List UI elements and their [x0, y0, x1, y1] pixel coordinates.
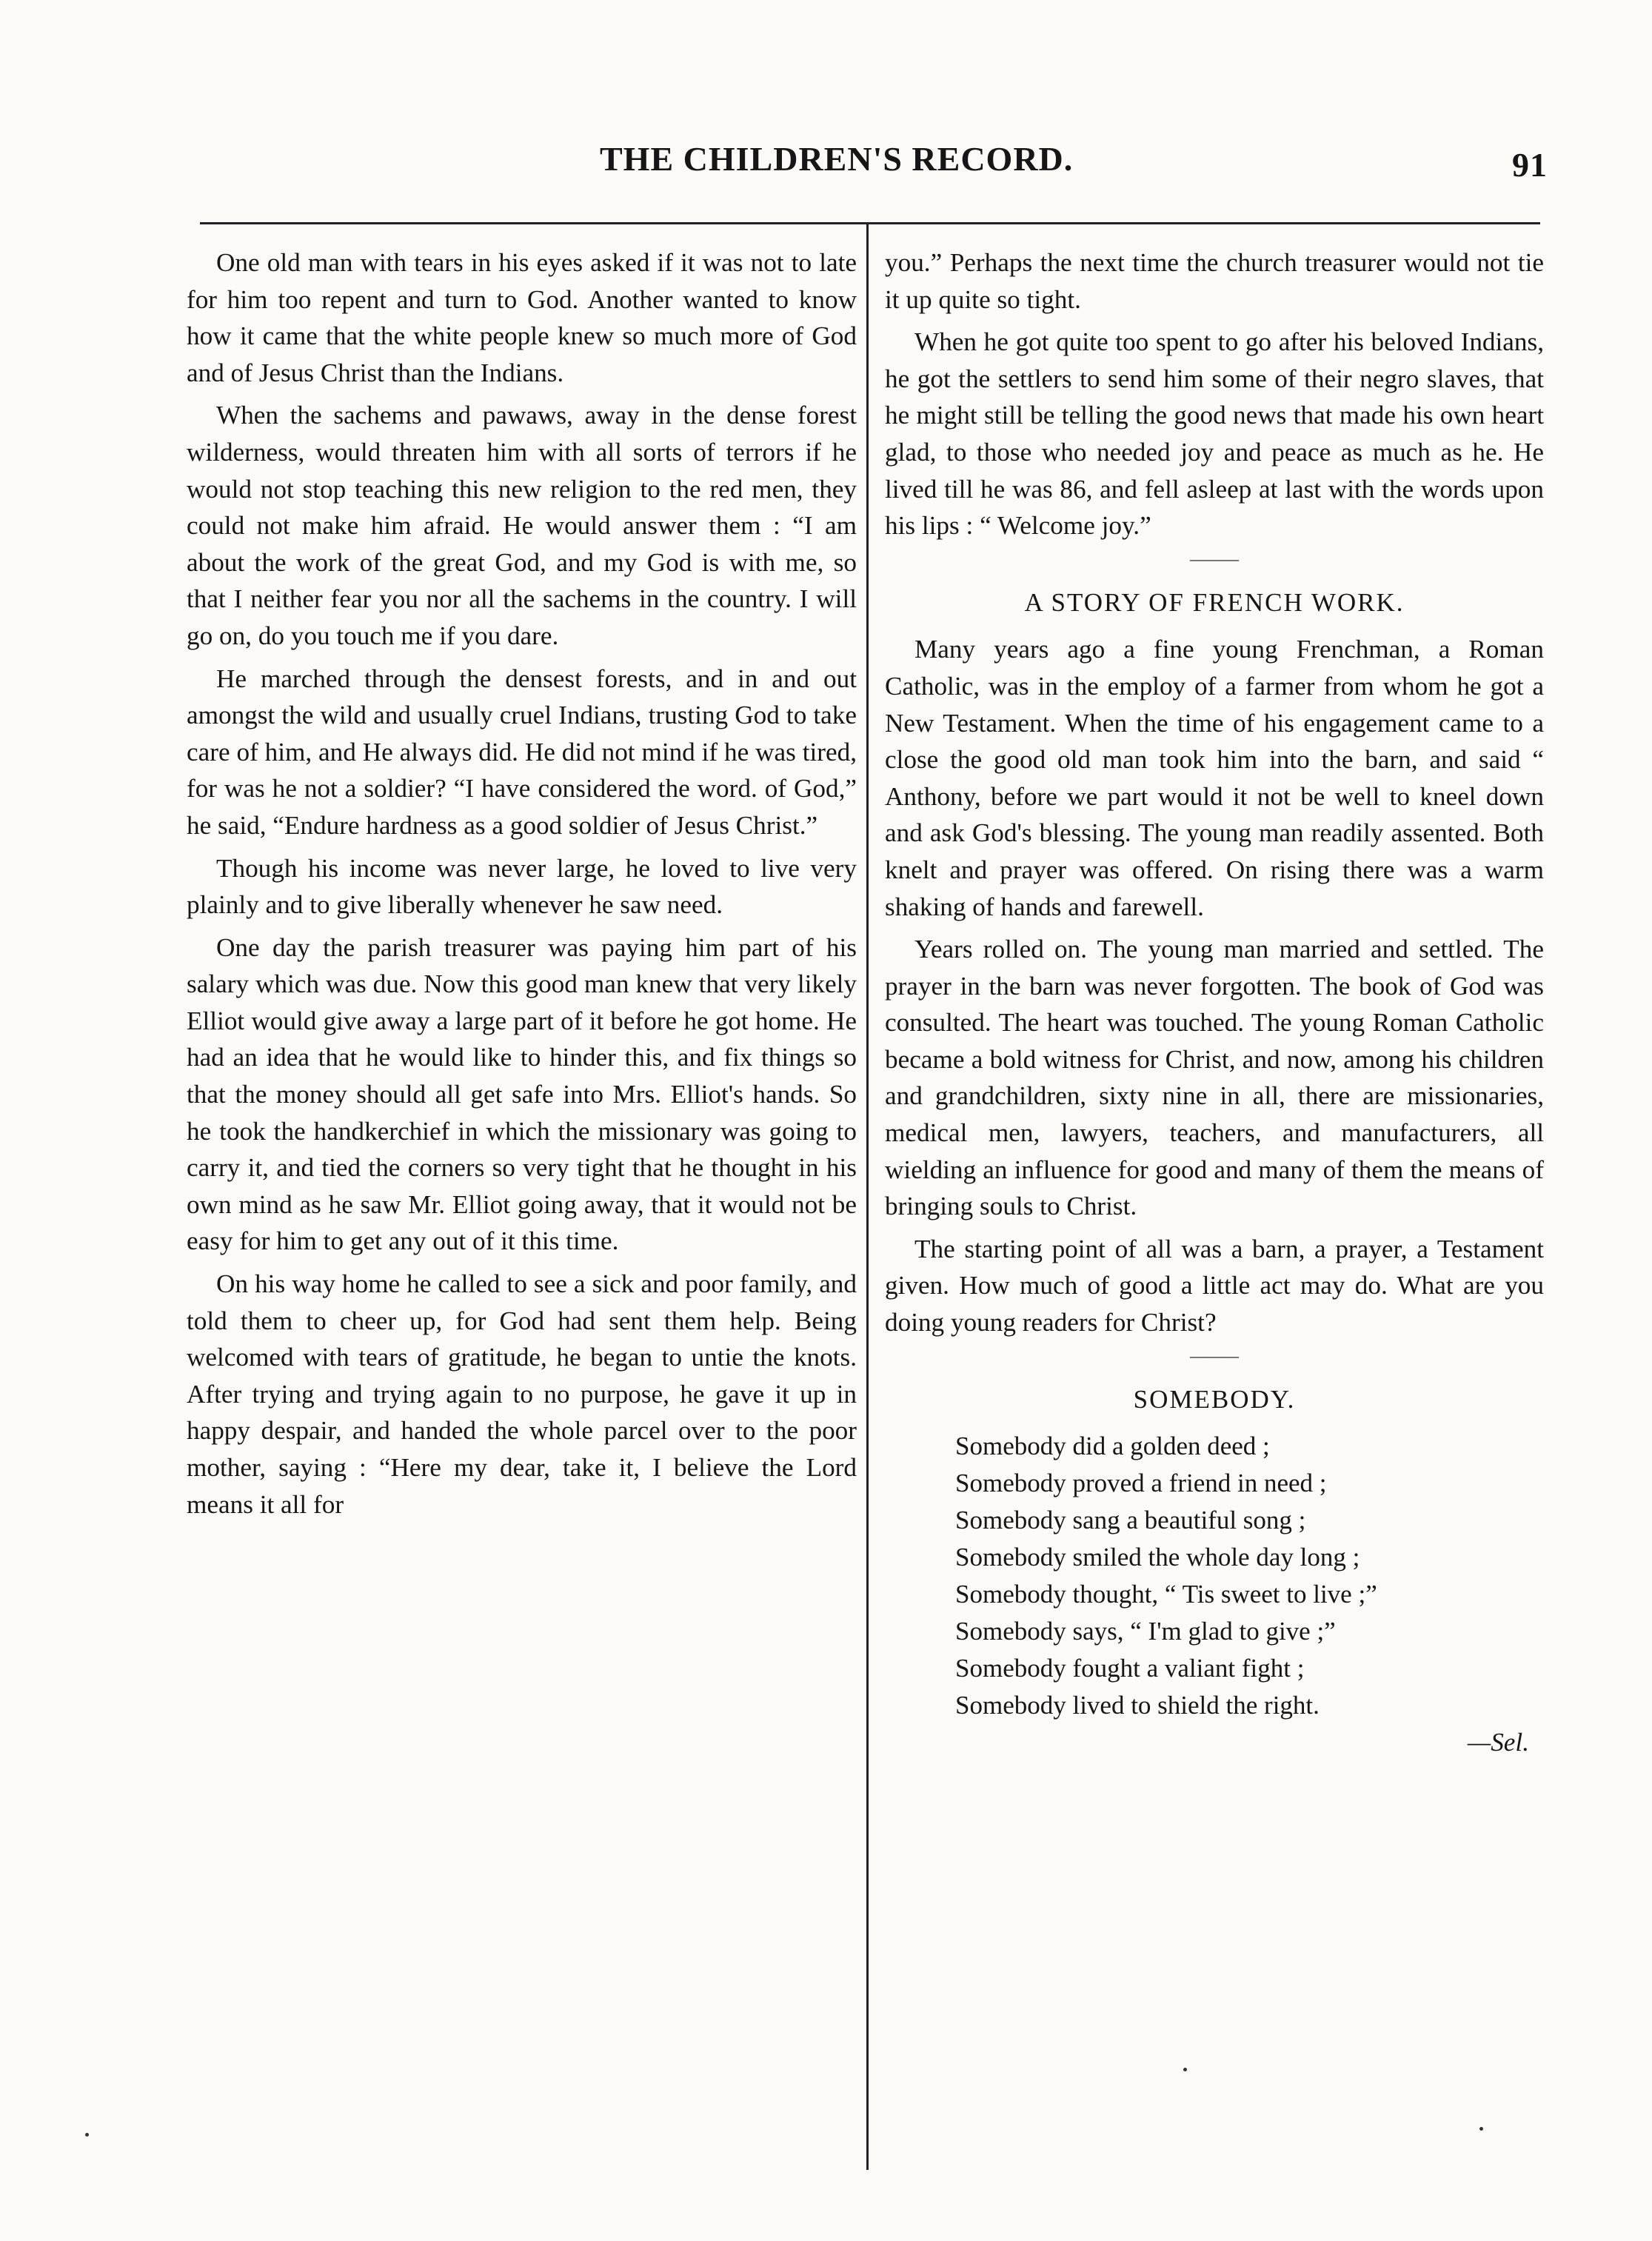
poem-line: Somebody sang a beautiful song ;: [955, 1506, 1306, 1535]
page-header: [563, 139, 1548, 198]
right-column: [885, 244, 1544, 1761]
print-speck: [1479, 2127, 1483, 2131]
paragraph: He marched through the densest forests, and in and out amongst the wild and usually cruel Indians, trusting God to take care of him, and He always did. He did not mind if he was tired, for was he not a soldier? “I have considered the word. of God,” he said, “Endure hardness as a good soldier of Jesus Christ.”: [187, 664, 857, 840]
paragraph: you.” Perhaps the next time the church treasurer would not tie it up quite so tight.: [885, 248, 1544, 314]
poem-line: Somebody smiled the whole day long ;: [955, 1543, 1360, 1572]
paragraph: When he got quite too spent to go after his beloved Indians, he got the settlers to send him some of their negro slaves, that he might still be telling the good news that made his own heart glad, to those who needed joy and peace as much as he. He lived till he was 86, and fell asleep at last with the words upon his lips : “ Welcome joy.”: [885, 327, 1544, 541]
page-number: 91: [1512, 146, 1548, 184]
poem-line: Somebody lived to shield the right.: [955, 1691, 1320, 1720]
paragraph: The starting point of all was a barn, a prayer, a Testament given. How much of good a little act may do. What are you doing young readers for Christ?: [885, 1234, 1544, 1337]
paragraph: On his way home he called to see a sick and poor family, and told them to cheer up, for God had sent them help. Being welcomed with tears of gratitude, he began to untie the knots. After trying and trying again to no purpose, he gave it up in happy despair, and handed the whole parcel over to the poor mother, saying : “Here my dear, take it, I believe the Lord means it all for: [187, 1269, 857, 1519]
poem: [955, 1428, 1544, 1724]
story-title: A STORY OF FRENCH WORK.: [1024, 587, 1405, 617]
header-rule: [200, 222, 1540, 224]
poem-line: Somebody says, “ I'm glad to give ;”: [955, 1617, 1336, 1646]
paragraph: Many years ago a fine young Frenchman, a Roman Catholic, was in the employ of a farmer from whom he got a New Testament. When the time of his engagement came to a close the good old man took him into the barn, and said “ Anthony, before we part would it not be well to kneel down and ask God's blessing. The young man readily assented. Both knelt and prayer was offered. On rising there was a warm shaking of hands and farewell.: [885, 635, 1544, 921]
poem-signature: —Sel.: [1467, 1728, 1529, 1757]
poem-line: Somebody fought a valiant fight ;: [955, 1654, 1305, 1683]
column-divider: [866, 222, 869, 2170]
paragraph: When the sachems and pawaws, away in the dense forest wilderness, would threaten him with all sorts of terrors if he would not stop teaching this new religion to the red men, they could not make him afraid. He would answer them : “I am about the work of the great God, and my God is with me, so that I neither fear you nor all the sachems in the country. I will go on, do you touch me if you dare.: [187, 401, 857, 650]
section-separator: ———: [1190, 1346, 1239, 1365]
section-separator: ———: [1190, 549, 1239, 568]
poem-line: Somebody proved a friend in need ;: [955, 1469, 1327, 1498]
paragraph: Years rolled on. The young man married and settled. The prayer in the barn was never forgotten. The book of God was consulted. The heart was touched. The young Roman Catholic became a bold witness for Christ, and now, among his children and grandchildren, sixty nine in all, there are missionaries, medical men, lawyers, teachers, and manufacturers, all wielding an influence for good and many of them the means of bringing souls to Christ.: [885, 935, 1544, 1221]
running-title: THE CHILDREN'S RECORD.: [600, 140, 1074, 178]
left-column: [187, 244, 857, 1529]
paragraph: One day the parish treasurer was paying him part of his salary which was due. Now this good man knew that very likely Elliot would give away a large part of it before he got home. He had an idea that he would like to hinder this, and fix things so that the money should all get safe into Mrs. Elliot's hands. So he took the handkerchief in which the missionary was going to carry it, and tied the corners so very tight that he thought in his own mind as he saw Mr. Elliot going away, that it would not be easy for him to get any out of it this time.: [187, 932, 857, 1256]
print-speck: [85, 2133, 89, 2137]
paragraph: Though his income was never large, he loved to live very plainly and to give liberally whenever he saw need.: [187, 853, 857, 920]
poem-line: Somebody thought, “ Tis sweet to live ;”: [955, 1580, 1377, 1609]
poem-title: SOMEBODY.: [1133, 1384, 1296, 1414]
print-speck: [1183, 2068, 1187, 2071]
poem-line: Somebody did a golden deed ;: [955, 1432, 1270, 1461]
paragraph: One old man with tears in his eyes asked if it was not to late for him too repent and turn to God. Another wanted to know how it came that the white people knew so much more of God and of Jesus Christ than the Indians.: [187, 248, 857, 387]
